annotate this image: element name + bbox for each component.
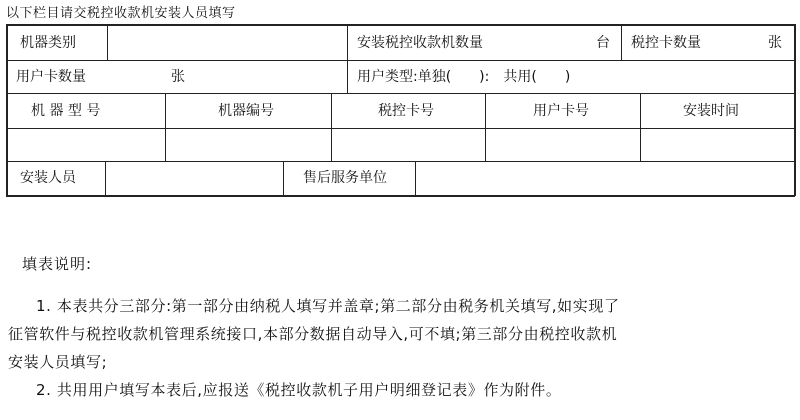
column-header-tax-card: 税控卡号 <box>378 103 434 119</box>
machine-type-label: 机器类别 <box>20 35 76 51</box>
instruction-item-1-line-3: 安装人员填写; <box>8 353 108 371</box>
user-card-count-unit: 张 <box>171 69 185 85</box>
column-header-serial: 机器编号 <box>218 103 274 119</box>
form-header: 以下栏目请交税控收款机安装人员填写 <box>6 6 236 21</box>
machine-count-unit: 台 <box>596 35 610 51</box>
serial-field[interactable] <box>166 129 331 161</box>
column-header-user-card: 用户卡号 <box>533 103 589 119</box>
tax-card-number-field[interactable] <box>332 129 485 161</box>
instruction-item-1-line-2: 征管软件与税控收款机管理系统接口,本部分数据自动导入,可不填;第三部分由税控收款机 <box>8 325 618 343</box>
user-card-number-field[interactable] <box>486 129 640 161</box>
column-header-install-time: 安装时间 <box>683 103 739 119</box>
instruction-item-1: 1. 本表共分三部分:第一部分由纳税人填写并盖章;第二部分由税务机关填写,如实现了 <box>36 297 620 315</box>
installer-table <box>6 24 795 196</box>
tax-card-count-label: 税控卡数量 <box>631 35 701 51</box>
user-card-count-label: 用户卡数量 <box>16 69 86 85</box>
instructions-title: 填表说明: <box>22 255 93 273</box>
instructions <box>8 250 792 404</box>
machine-count-label: 安装税控收款机数量 <box>357 35 483 51</box>
model-field[interactable] <box>8 129 165 161</box>
installer-label: 安装人员 <box>20 170 76 186</box>
user-type-label: 用户类型:单独( ): 共用( ) <box>357 69 571 85</box>
tax-card-count-unit: 张 <box>768 35 782 51</box>
installer-field[interactable] <box>106 162 283 195</box>
column-header-model: 机 器 型 号 <box>31 103 101 119</box>
service-unit-field[interactable] <box>416 162 794 195</box>
machine-type-field[interactable] <box>108 25 347 60</box>
service-unit-label: 售后服务单位 <box>303 170 387 186</box>
instruction-item-2: 2. 共用用户填写本表后,应报送《税控收款机子用户明细登记表》作为附件。 <box>36 381 562 399</box>
install-time-field[interactable] <box>641 129 794 161</box>
